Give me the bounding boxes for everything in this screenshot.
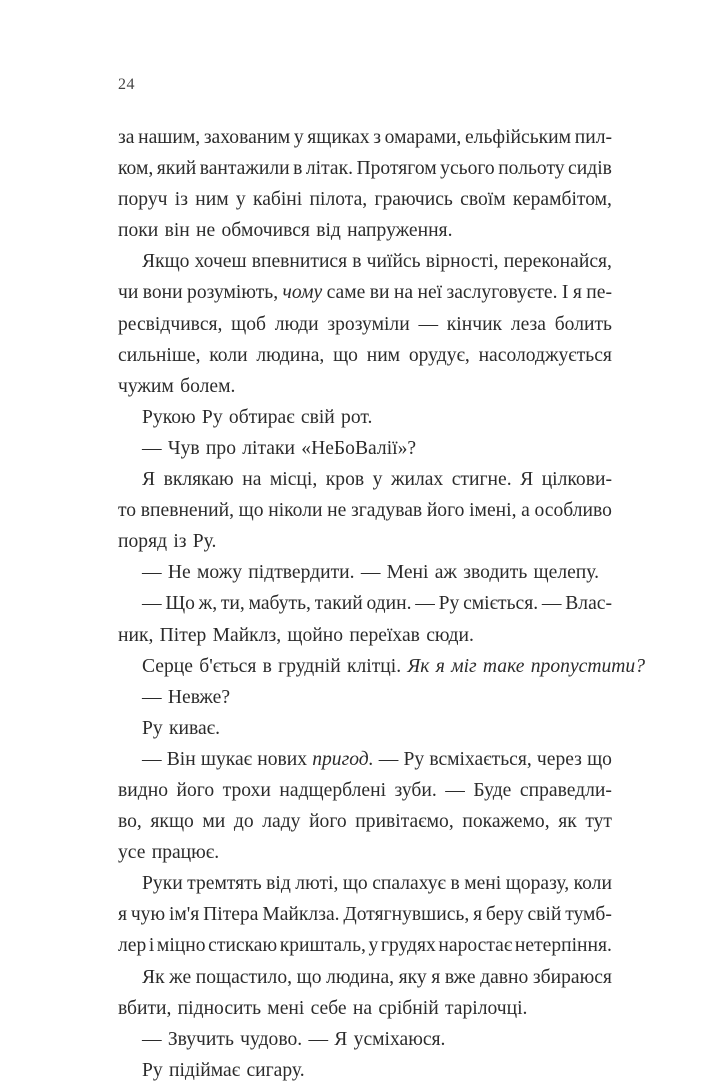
text-line — [118, 371, 612, 402]
word: людина, — [326, 966, 395, 988]
word: свій — [527, 904, 562, 926]
word: кров — [325, 469, 365, 491]
word: усміхаюся. — [353, 1028, 446, 1050]
word: мені — [267, 997, 305, 1019]
word: міг — [451, 655, 477, 677]
word: справедли- — [519, 779, 612, 801]
word: літаки — [242, 437, 296, 459]
word: стигне. — [451, 469, 512, 491]
word: місці, — [269, 469, 318, 491]
word: керамбітом, — [512, 189, 612, 211]
text-line — [118, 1024, 612, 1055]
word: що — [342, 873, 368, 895]
word: чудово. — [240, 1028, 303, 1050]
word: кінчик — [446, 313, 503, 335]
word: підіймає — [168, 1059, 241, 1081]
word: леза — [510, 313, 546, 335]
word: Невже? — [167, 686, 231, 708]
word: ж, — [198, 593, 218, 615]
word: чиїйсь — [366, 251, 421, 273]
text-line — [118, 962, 612, 993]
word: коли — [573, 873, 612, 895]
word: щойно — [287, 624, 344, 646]
word: ник, — [118, 624, 154, 646]
word: підтвердити. — [248, 562, 355, 584]
word: ящиках — [307, 127, 370, 148]
word: Пітер — [159, 624, 207, 646]
word: підносить — [177, 997, 262, 1019]
word: літак. — [305, 158, 354, 180]
text-line — [118, 993, 612, 1024]
word: тут — [585, 811, 612, 833]
word: Як — [142, 966, 165, 988]
text-line — [118, 868, 612, 899]
word: переїхав — [349, 624, 420, 646]
word: стискаю — [208, 935, 278, 957]
word: грудній — [278, 655, 341, 677]
word: і — [148, 935, 155, 957]
word: імені, — [469, 500, 517, 522]
word: від — [266, 873, 291, 895]
word: Дотягнувшись, — [343, 904, 470, 926]
word: Ру — [403, 748, 425, 770]
word: якщо — [150, 811, 194, 833]
text-line — [118, 620, 612, 651]
word: орудує, — [408, 344, 470, 366]
word: можу — [196, 562, 243, 584]
word: Пітера — [203, 904, 259, 926]
text-line — [118, 433, 612, 464]
word: — — [378, 748, 399, 770]
word: Що — [165, 593, 195, 615]
word: — — [142, 593, 162, 615]
word: грудях — [380, 935, 436, 957]
word: особливо — [534, 500, 612, 522]
word: «НеБоВалії»? — [301, 437, 417, 459]
word: захованим — [203, 127, 291, 148]
text-line — [118, 215, 612, 246]
word: працює. — [151, 842, 220, 864]
word: пе- — [586, 282, 612, 304]
text-line — [118, 464, 612, 495]
text-line — [118, 184, 612, 215]
word: привітаємо, — [355, 811, 454, 833]
word: Ру — [142, 1059, 163, 1081]
text-line — [118, 526, 612, 557]
word: сміється. — [463, 593, 539, 615]
word: цілкови- — [541, 469, 612, 491]
word: в — [293, 158, 303, 180]
word: я — [572, 282, 582, 304]
word: впевнитися — [251, 251, 348, 273]
word: ви — [369, 282, 390, 304]
word: поряд — [118, 531, 168, 553]
text-line — [118, 557, 612, 588]
word: ім'я — [168, 904, 200, 926]
word: вбити, — [118, 997, 172, 1019]
word: яку — [398, 966, 427, 988]
text-line — [118, 744, 612, 775]
word: киває. — [168, 717, 220, 739]
word: чую — [130, 904, 166, 926]
word: себе — [310, 997, 347, 1019]
text-line — [118, 309, 612, 340]
word: ти, — [220, 593, 245, 615]
text-line — [118, 713, 612, 744]
word: — — [308, 1028, 329, 1050]
word: нашим, — [138, 127, 201, 148]
word: Чув — [167, 437, 200, 459]
word: Я — [520, 469, 534, 491]
word: згадував — [350, 500, 423, 522]
word: ресвідчився, — [118, 313, 223, 335]
word: від — [316, 220, 341, 242]
word: Я — [334, 1028, 348, 1050]
word: щелепу. — [533, 562, 600, 584]
word: щоб — [231, 313, 267, 335]
word: пощастило, — [195, 966, 293, 988]
text-line — [118, 340, 612, 371]
word: збираюся — [532, 966, 612, 988]
word: то — [118, 500, 137, 522]
word: беру — [485, 904, 524, 926]
word: кабіні — [252, 189, 303, 211]
word: чи — [118, 282, 139, 304]
word: мені — [464, 873, 502, 895]
word: до — [233, 811, 254, 833]
word: Я — [142, 469, 156, 491]
word: Він — [166, 748, 196, 770]
word: у — [235, 189, 246, 211]
word: я — [118, 904, 128, 926]
word: як — [558, 811, 577, 833]
text-line — [118, 246, 612, 277]
word: трохи — [222, 779, 271, 801]
word: — — [415, 593, 435, 615]
word: Влас- — [565, 593, 612, 615]
word: же — [169, 966, 192, 988]
word: зрозуміли — [327, 313, 410, 335]
word: покажемо, — [462, 811, 550, 833]
word: усього — [440, 158, 495, 180]
word: Якщо — [142, 251, 190, 273]
word: в — [262, 655, 272, 677]
word: вірності, — [425, 251, 499, 273]
word: чужим — [118, 375, 174, 397]
word: із — [173, 531, 187, 553]
text-line — [118, 930, 612, 961]
word: аж — [434, 562, 457, 584]
word: зводить — [463, 562, 528, 584]
word: Рукою — [142, 406, 196, 428]
word: видно — [118, 779, 168, 801]
word: не — [327, 500, 347, 522]
word: міцно — [156, 935, 206, 957]
word: тарілочці. — [444, 997, 528, 1019]
word: люди — [274, 313, 319, 335]
word: пропустити? — [530, 655, 646, 677]
word: Мені — [386, 562, 429, 584]
word: — — [418, 313, 439, 335]
word: нових — [257, 748, 308, 770]
word: у — [293, 127, 304, 148]
word: — — [541, 593, 562, 615]
word: во, — [118, 811, 142, 833]
word: в — [450, 873, 460, 895]
word: що — [296, 966, 322, 988]
word: вони — [142, 282, 183, 304]
word: Ру. — [192, 531, 217, 553]
text-line — [118, 1055, 612, 1086]
word: болем. — [180, 375, 236, 397]
word: такий — [314, 593, 363, 615]
word: спалахує — [372, 873, 446, 895]
word: — — [142, 437, 162, 459]
word: омарами, — [384, 127, 462, 148]
word: ладу — [262, 811, 301, 833]
word: нетерпіння. — [514, 935, 612, 957]
word: давно — [480, 966, 529, 988]
word: пілота, — [309, 189, 368, 211]
word: щоразу, — [505, 873, 570, 895]
word: в — [352, 251, 362, 273]
word: його — [426, 500, 465, 522]
word: переконайся, — [503, 251, 612, 273]
word: ком, — [118, 158, 154, 180]
word: ніколи — [268, 500, 323, 522]
word: тумб- — [565, 904, 612, 926]
word: клітці. — [346, 655, 402, 677]
word: ми — [202, 811, 226, 833]
word: І — [561, 282, 569, 304]
word: — — [445, 779, 465, 801]
word: Ру — [201, 406, 223, 428]
body-text — [118, 122, 646, 1086]
word: наростає — [438, 935, 513, 957]
word: — — [142, 1028, 162, 1050]
word: своїм — [460, 189, 506, 211]
word: срібній — [378, 997, 439, 1019]
word: його — [176, 779, 215, 801]
word: його — [309, 811, 347, 833]
word: сюди. — [426, 624, 474, 646]
word: що — [333, 344, 358, 366]
word: з — [373, 127, 381, 148]
word: зуби. — [394, 779, 437, 801]
word: мабуть, — [248, 593, 311, 615]
word: Не — [167, 562, 191, 584]
word: — — [142, 748, 162, 770]
word: поки — [118, 220, 159, 242]
word: вже — [444, 966, 476, 988]
word: про — [205, 437, 237, 459]
text-line — [118, 153, 612, 184]
word: таке — [482, 655, 525, 677]
text-line — [118, 402, 612, 433]
text-line — [118, 651, 646, 682]
text-line — [118, 588, 612, 619]
word: Протягом — [356, 158, 437, 180]
word: напруження. — [347, 220, 453, 242]
page-number: 24 — [118, 76, 135, 93]
word: кришталь, — [279, 935, 366, 957]
word: б'ється — [199, 655, 257, 677]
word: Звучить — [167, 1028, 234, 1050]
word: люті, — [295, 873, 339, 895]
word: тремтять — [187, 873, 262, 895]
word: — — [142, 686, 162, 708]
word: неї — [417, 282, 443, 304]
word: ним — [195, 189, 229, 211]
word: розуміють, — [187, 282, 279, 304]
word: у — [368, 935, 379, 957]
word: я — [431, 966, 441, 988]
text-line — [118, 682, 612, 713]
text-line — [118, 122, 612, 153]
word: через — [536, 748, 582, 770]
word: ельфійським — [464, 127, 572, 148]
word: у — [372, 469, 383, 491]
word: граючись — [374, 189, 453, 211]
word: вклякаю — [163, 469, 234, 491]
word: пил- — [574, 127, 612, 148]
word: один. — [366, 593, 412, 615]
word: сильніше, — [118, 344, 201, 366]
word: не — [196, 220, 216, 242]
word: а — [521, 500, 530, 522]
word: — — [360, 562, 381, 584]
word: на — [393, 282, 414, 304]
text-line — [118, 837, 612, 868]
word: вантажили — [199, 158, 290, 180]
word: на — [352, 997, 373, 1019]
word: ним — [366, 344, 401, 366]
word: всміхається, — [429, 748, 532, 770]
word: лер — [118, 935, 147, 957]
word: сидів — [568, 158, 612, 180]
text-line — [118, 899, 612, 930]
word: Майклз, — [212, 624, 282, 646]
word: впевнений, — [140, 500, 234, 522]
word: поруч — [118, 189, 168, 211]
word: усе — [118, 842, 146, 864]
word: що — [587, 748, 612, 770]
word: людина, — [256, 344, 325, 366]
word: сигару. — [246, 1059, 305, 1081]
word: хочеш — [194, 251, 247, 273]
word: шукає — [200, 748, 253, 770]
text-line — [118, 277, 612, 308]
word: що — [238, 500, 264, 522]
word: Ру — [438, 593, 460, 615]
word: Буде — [473, 779, 512, 801]
word: із — [174, 189, 188, 211]
word: свій — [300, 406, 335, 428]
word: Ру — [142, 717, 163, 739]
word: я — [435, 655, 445, 677]
word: жилах — [390, 469, 444, 491]
word: я — [473, 904, 483, 926]
word: чому — [282, 282, 323, 304]
word: болить — [554, 313, 612, 335]
word: він — [164, 220, 190, 242]
word: за — [118, 127, 135, 148]
word: Як — [407, 655, 430, 677]
word: — — [142, 562, 162, 584]
word: на — [242, 469, 262, 491]
text-line — [118, 775, 612, 806]
word: рот. — [341, 406, 373, 428]
text-line — [118, 495, 612, 526]
text-line — [118, 806, 612, 837]
word: коли — [209, 344, 248, 366]
word: саме — [326, 282, 366, 304]
word: пригод. — [312, 748, 374, 770]
word: Майклза. — [262, 904, 340, 926]
word: Руки — [142, 873, 183, 895]
word: обтирає — [228, 406, 295, 428]
word: надщерблені — [279, 779, 387, 801]
word: обмочився — [221, 220, 310, 242]
word: Серце — [142, 655, 193, 677]
word: польоту — [498, 158, 565, 180]
word: заслуговуєте. — [446, 282, 558, 304]
word: насолоджується — [478, 344, 612, 366]
word: який — [156, 158, 197, 180]
